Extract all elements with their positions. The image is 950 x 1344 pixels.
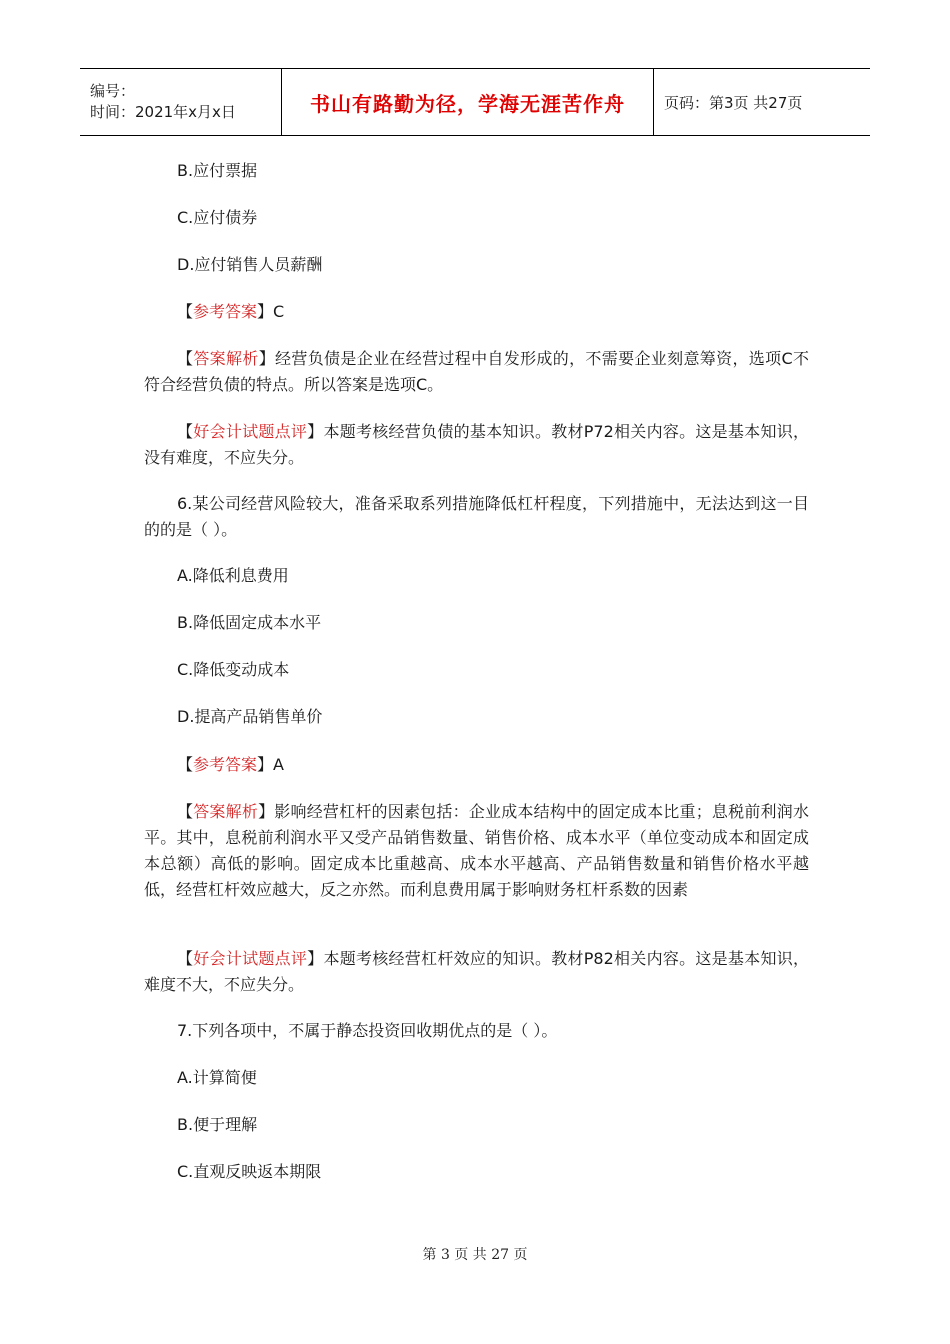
analysis-text: 经营负债是企业在经营过程中自发形成的，不需要企业刻意筹资，选项C不符合经营负债的特点。所以答案是选项C。 xyxy=(144,349,809,394)
q6-option-d: D.提高产品销售单价 xyxy=(177,707,323,726)
answer-tag: 参考答案 xyxy=(193,755,258,774)
header-meta xyxy=(80,69,282,135)
q5-option-c: C.应付债券 xyxy=(177,208,258,227)
analysis-tag: 答案解析 xyxy=(193,349,259,368)
analysis-tag: 答案解析 xyxy=(193,802,259,821)
q7-option-a: A.计算简便 xyxy=(177,1068,257,1087)
answer-value: A xyxy=(273,755,284,774)
motto-text: 书山有路勤为径，学海无涯苦作舟 xyxy=(310,91,625,116)
header-page-info: 页码：第3页 共27页 xyxy=(664,93,803,112)
q7-option-b: B.便于理解 xyxy=(177,1115,258,1134)
review-tag: 好会计试题点评 xyxy=(193,949,308,968)
q5-option-b: B.应付票据 xyxy=(177,161,258,180)
answer-tag: 参考答案 xyxy=(193,302,258,321)
page-footer: 第 3 页 共 27 页 xyxy=(422,1247,528,1263)
q6-option-a: A.降低利息费用 xyxy=(177,566,289,585)
q6-option-b: B.降低固定成本水平 xyxy=(177,613,322,632)
q6-answer: 【参考答案】A xyxy=(177,755,284,774)
q6-analysis: 【答案解析】影响经营杠杆的因素包括：企业成本结构中的固定成本比重；息税前利润水平。其中，息税前利润水平又受产品销售数量、销售价格、成本水平（单位变动成本和固定成本总额）高低的影响。固定成本比重越高、成本水平越高、产品销售数量和销售价格水平越低，经营杠杆效应越大，反之亦然。而利息费用属于影响财务杠杆系数的因素 xyxy=(144,802,809,899)
review-text: 本题考核经营负债的基本知识。教材P72相关内容。这是基本知识，没有难度，不应失分。 xyxy=(144,422,809,467)
q5-review: 【好会计试题点评】本题考核经营负债的基本知识。教材P72相关内容。这是基本知识，没有难度，不应失分。 xyxy=(144,422,809,467)
answer-value: C xyxy=(273,302,285,321)
q6-stem: 6.某公司经营风险较大，准备采取系列措施降低杠杆程度，下列措施中，无法达到这一目的的是（ ）。 xyxy=(144,494,809,539)
q5-answer: 【参考答案】C xyxy=(177,302,285,321)
document-date: 时间：2021年x月x日 xyxy=(90,103,236,121)
q5-analysis: 【答案解析】经营负债是企业在经营过程中自发形成的，不需要企业刻意筹资，选项C不符合经营负债的特点。所以答案是选项C。 xyxy=(144,349,809,394)
document-number-label: 编号： xyxy=(90,82,136,100)
analysis-text: 影响经营杠杆的因素包括：企业成本结构中的固定成本比重；息税前利润水平。其中，息税前利润水平又受产品销售数量、销售价格、成本水平（单位变动成本和固定成本总额）高低的影响。固定成本比重越高、成本水平越高、产品销售数量和销售价格水平越低，经营杠杆效应越大，反之亦然。而利息费用属于影响财务杠杆系数的因素 xyxy=(144,802,809,899)
q7-stem: 7.下列各项中，不属于静态投资回收期优点的是（ ）。 xyxy=(177,1021,558,1040)
page-header xyxy=(80,68,870,136)
q5-option-d: D.应付销售人员薪酬 xyxy=(177,255,323,274)
q6-review: 【好会计试题点评】本题考核经营杠杆效应的知识。教材P82相关内容。这是基本知识，难度不大，不应失分。 xyxy=(144,949,809,994)
q6-option-c: C.降低变动成本 xyxy=(177,660,290,679)
review-tag: 好会计试题点评 xyxy=(193,422,308,441)
q7-option-c: C.直观反映返本期限 xyxy=(177,1162,322,1181)
review-text: 本题考核经营杠杆效应的知识。教材P82相关内容。这是基本知识，难度不大，不应失分。 xyxy=(144,949,809,994)
header-motto xyxy=(282,69,654,135)
